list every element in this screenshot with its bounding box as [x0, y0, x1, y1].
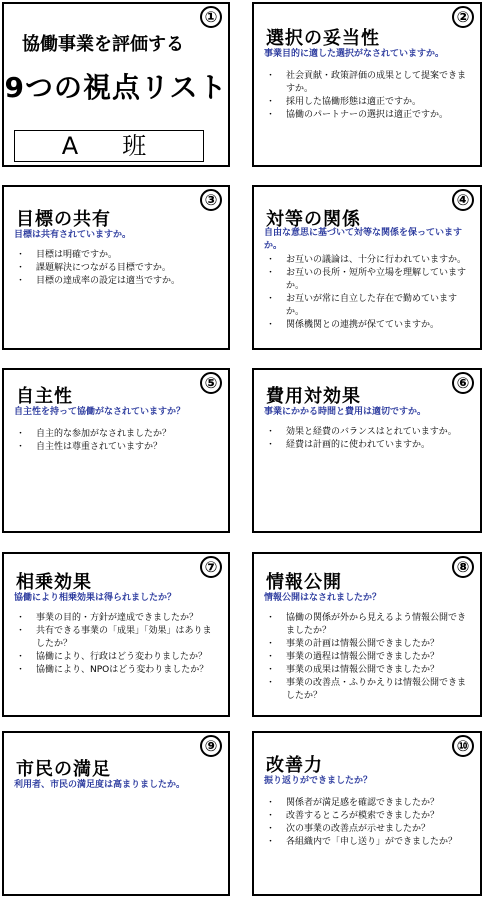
- slide-title: 市民の満足: [16, 759, 111, 780]
- slide-subtitle: 協働により相乗効果は得られましたか？: [14, 593, 177, 603]
- slide-card-6: [252, 368, 482, 533]
- list-item: ・ 効果と経費のバランスはとれていますか。: [266, 426, 472, 439]
- slide-card-8: [252, 552, 482, 717]
- list-item: ・ 協働により、行政はどう変わりましたか？: [16, 651, 220, 664]
- slide-card-4: [252, 185, 482, 350]
- slide-subtitle: 事業にかかる時間と費用は適切ですか。: [264, 407, 427, 417]
- list-item: ・ 目標は明確ですか。: [16, 249, 220, 262]
- list-item: ・ 協働の関係が外から見えるよう情報公開できましたか？: [266, 612, 472, 638]
- slide-number: ⑤: [200, 372, 222, 394]
- slide-title: 選択の妥当性: [266, 28, 380, 49]
- slide-number: ②: [452, 6, 474, 28]
- list-item: ・ 改善するところが模索できましたか？: [266, 810, 472, 823]
- list-item: ・ 経費は計画的に使われていますか。: [266, 439, 472, 452]
- slide-number: ⑩: [452, 735, 474, 757]
- list-item: ・ お互いの長所・短所や立場を理解していますか。: [266, 267, 472, 293]
- slide-main-title: 9つの視点リスト: [4, 71, 228, 104]
- item-list: [266, 612, 472, 703]
- list-item: ・ 自主性は尊重されていますか？: [16, 441, 220, 454]
- slide-title: 改善力: [266, 755, 323, 776]
- slide-subtitle: 利用者、市民の満足度は高まりましたか。: [14, 780, 186, 790]
- list-item: ・ 協働により、NPOはどう変わりましたか？: [16, 664, 220, 677]
- item-list: [16, 428, 220, 454]
- slide-number: ⑦: [200, 556, 222, 578]
- list-item: ・ 共有できる事業の「成果」「効果」はありましたか？: [16, 625, 220, 651]
- item-list: [16, 249, 220, 288]
- list-item: ・ 事業の成果は情報公開できましたか？: [266, 664, 472, 677]
- list-item: ・ 各組織内で「申し送り」ができましたか？: [266, 836, 472, 849]
- slide-number: ④: [452, 189, 474, 211]
- item-list: [266, 254, 472, 332]
- slide-card-2: [252, 2, 482, 167]
- slide-card-7: [2, 552, 230, 717]
- slide-heading: 協働事業を評価する: [22, 34, 184, 55]
- slide-card-9: [2, 731, 230, 896]
- slide-title: 費用対効果: [266, 386, 361, 407]
- list-item: ・ 関係機関との連携が保てていますか。: [266, 319, 472, 332]
- list-item: ・ 課題解決につながる目標ですか。: [16, 262, 220, 275]
- slide-card-1: [2, 2, 230, 167]
- slide-title: 対等の関係: [266, 209, 361, 230]
- list-item: ・ 協働のパートナーの選択は適正ですか。: [266, 109, 472, 122]
- slide-subtitle: 事業目的に適した選択がなされていますか。: [264, 49, 445, 59]
- slide-subtitle: 目標は共有されていますか。: [14, 230, 132, 240]
- slide-subtitle: 自由な意思に基づいて対等な関係を保っていますか。: [264, 228, 463, 251]
- slide-subtitle: 振り返りができましたか？: [264, 776, 373, 786]
- slide-card-10: [252, 731, 482, 896]
- slide-subtitle: 情報公開はなされましたか？: [264, 593, 382, 603]
- slide-number: ⑨: [200, 735, 222, 757]
- list-item: ・ お互いが常に自立した存在で勤めていますか。: [266, 293, 472, 319]
- item-list: [16, 612, 220, 677]
- item-list: [266, 426, 472, 452]
- slide-subtitle: 自主性を持って協働がなされていますか？: [14, 407, 186, 417]
- list-item: ・ 次の事業の改善点が示せましたか？: [266, 823, 472, 836]
- slide-title: 自主性: [16, 386, 73, 407]
- slide-card-5: [2, 368, 230, 533]
- item-list: [266, 70, 472, 122]
- list-item: ・ 社会貢献・政策評価の成果として提案できますか。: [266, 70, 472, 96]
- list-item: ・ 事業の改善点・ふりかえりは情報公開できましたか？: [266, 677, 472, 703]
- slide-number: ③: [200, 189, 222, 211]
- list-item: ・ 関係者が満足感を確認できましたか？: [266, 797, 472, 810]
- slide-title: 相乗効果: [16, 572, 92, 593]
- list-item: ・ お互いの議論は、十分に行われていますか。: [266, 254, 472, 267]
- item-list: [266, 797, 472, 849]
- list-item: ・ 事業の目的・方針が達成できましたか？: [16, 612, 220, 625]
- list-item: ・ 目標の達成率の設定は適当ですか。: [16, 275, 220, 288]
- slide-number: ⑥: [452, 372, 474, 394]
- slide-title: 情報公開: [266, 572, 342, 593]
- group-label: A 班: [14, 130, 204, 162]
- list-item: ・ 自主的な参加がなされましたか？: [16, 428, 220, 441]
- slide-card-3: [2, 185, 230, 350]
- slide-title: 目標の共有: [16, 209, 111, 230]
- list-item: ・ 事業の計画は情報公開できましたか？: [266, 638, 472, 651]
- list-item: ・ 採用した協働形態は適正ですか。: [266, 96, 472, 109]
- list-item: ・ 事業の過程は情報公開できましたか？: [266, 651, 472, 664]
- slide-number: ①: [200, 6, 222, 28]
- slide-number: ⑧: [452, 556, 474, 578]
